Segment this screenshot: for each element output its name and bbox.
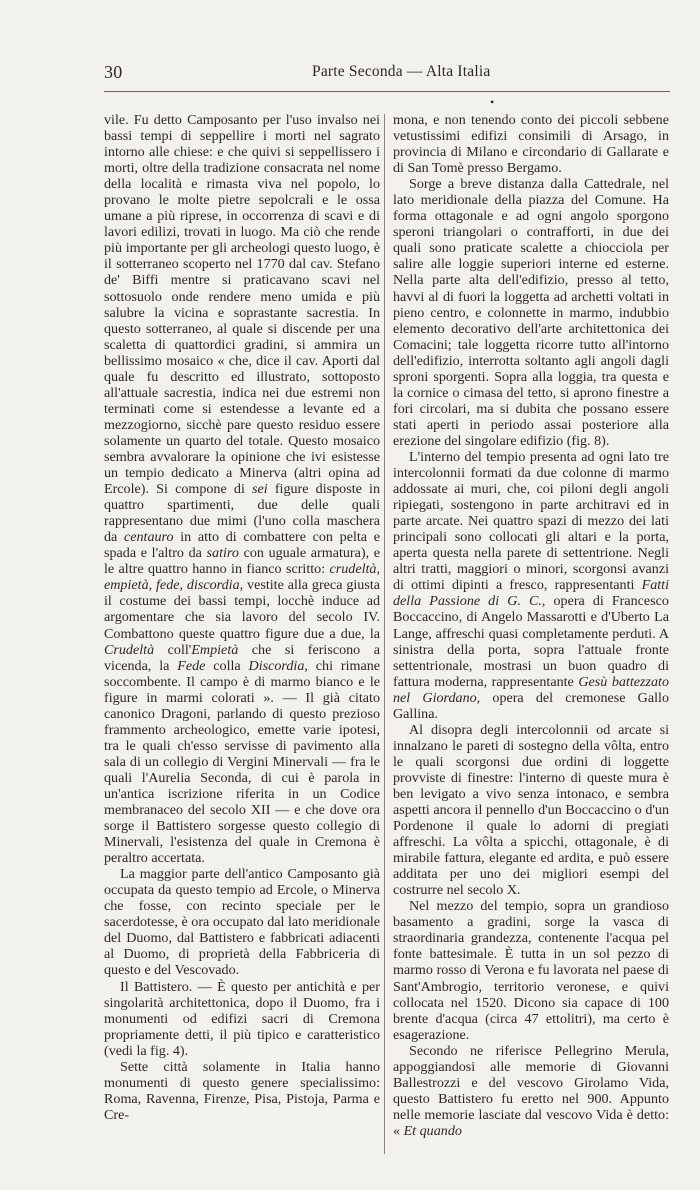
running-head: Parte Seconda — Alta Italia bbox=[312, 63, 491, 80]
header-rule bbox=[104, 91, 670, 92]
paragraph-interno: L'interno del tempio presenta ad ogni lato tre intercolonnii formati da due colonne di marmo addossate ai muri, che, coi piloni degli angoli ripiegati, sostengono in parte architravi ed in parte arcate. Nei quattro spazi di mezzo dei lati principali sono collocati gli altari e la porta, aperta questa nella parete di settentrione. Negli altri tratti, maggiori o minori, scorgonsi avanzi di ottimi dipinti a fresco, rappresentanti Fatti della Passione di G. C., opera di Francesco Boccaccino, di Angelo Massarotti e d'Uberto La Lange, affreschi quasi completamente perduti. A sinistra della porta, sopra l'attuale fronte settentrionale, mostrasi un buon quadro di fattura moderna, rappresentante Gesù battezzato nel Giordano, opera del cremonese Gallo Gallina. bbox=[393, 448, 669, 722]
paragraph-arsago: mona, e non tenendo conto dei piccoli sebbene vetustissimi edifizi consimili di Arsago, in provincia di Milano e circondario di Gallarate e di San Tomè presso Bergamo. bbox=[393, 112, 669, 177]
left-column bbox=[104, 112, 380, 1123]
paragraph-disopra: Al disopra degli intercolonnii od arcate si innalzano le pareti di sostegno della vôlta, entro le quali scorgonsi due ordini di loggette provviste di finestre: l'interno di queste mura è ben levigato a vivo senza intonaco, e sembra aspetti ancora il pennello d'un Boccaccino o d'un Pordenone il quale lo adorni di pregiati affreschi. La vôlta a spicchi, ottagonale, è di mirabile fattura, elegante ed ardita, e può essere additata per uno dei migliori esempi del costrurre nel secolo X. bbox=[393, 721, 669, 899]
paragraph-sette-citta: Sette città solamente in Italia hanno monumenti di questo genere specialissimo: Roma, Ravenna, Firenze, Pisa, Pistoja, Parma e Cre- bbox=[104, 1058, 380, 1123]
ornament-dot: • bbox=[490, 95, 495, 109]
column-divider bbox=[384, 114, 385, 1154]
page-number: 30 bbox=[104, 62, 123, 82]
right-column bbox=[393, 112, 669, 1139]
paragraph-maggior-parte: La maggior parte dell'antico Camposanto già occupata da questo tempio ad Ercole, o Minerva che fosse, con recinto speciale per le sacerdotesse, è ora occupato dal lato meridionale del Duomo, dal Battistero e fabbricati adiacenti al Duomo, di proprietà della Fabbriceria di questo e del Vescovado. bbox=[104, 866, 380, 979]
paragraph-vasca: Nel mezzo del tempio, sopra un grandioso basamento a gradini, sorge la vasca di straordinaria grandezza, contenente l'acqua pel fonte battesimale. È tutta in un sol pezzo di marmo rosso di Verona e fu lavorata nel paese di Sant'Ambrogio, territorio veronese, e quivi collocata nel 1520. Dicono sia capace di 100 brente d'acqua (circa 47 ettolitri), ma certo è esagerazione. bbox=[393, 898, 669, 1043]
paragraph-camposanto: vile. Fu detto Camposanto per l'uso invalso nei bassi tempi di seppellire i morti nel sagrato intorno alle chiese: e che quivi si seppellissero i morti, oltre della tradizione consacrata nel nome della località e rimasta viva nel popolo, lo provano le molte pietre sepolcrali e le ossa umane a più riprese, in occorrenza di scavi e di lavori edilizi, trovati in luogo. Ma ciò che rende più importante per gli archeologi questo luogo, è il sotterraneo scoperto nel 1770 dal cav. Stefano de' Biffi mentre si praticavano scavi nel sottosuolo onde rendere meno umida e più salubre la vicina e soprastante sacrestia. In questo sotterraneo, al quale si discende per una scaletta di quattordici gradini, si ammira un bellissimo mosaico « che, dice il cav. Aporti dal quale fu descritto ed illustrato, sottoposto all'attuale sacrestia, indica nei due estremi non terminati come si estendesse a levante ed a mezzogiorno, sicchè pare questo residuo essere solamente un quarto del totale. Questo mosaico sembra avvalorare la opinione che ivi esistesse un tempio dedicato a Minerva (altri opina ad Ercole). Si compone di sei figure disposte in quattro spartimenti, due delle quali rappresentano due mimi (l'uno colla maschera da centauro in atto di combattere con pelta e spada e l'altro da satiro con uguale armatura), e le altre quattro hanno in fianco scritto: crudeltà, empietà, fede, discordia, vestite alla greca giusta il costume dei bassi tempi, locchè induce ad argomentare che sia lavoro del secolo IV. Combattono queste quattro figure due a due, la Crudeltà coll'Empietà che si feriscono a vicenda, la Fede colla Discordia, chi rimane soccombente. Il campo è di marmo bianco e le figure in marmi colorati ». — Il già citato canonico Dragoni, parlando di questo prezioso frammento archeologico, emette varie ipotesi, tra le quali ch'esso servisse di pavimento alla sala di un collegio di Vergini Minervali — fra le quali l'Aurelia Seconda, di cui è parola in un'antica iscrizione riferita in un Codice membranaceo del secolo XII — e che dove ora sorge il Battistero sorgesse questo collegio di Minervali, l'esistenza del quale in Cremona è peraltro accertata. bbox=[104, 112, 381, 867]
page-header bbox=[104, 62, 670, 84]
paragraph-merula: Secondo ne riferisce Pellegrino Merula, appoggiandosi alle memorie di Giovanni Ballestrozzi e del vescovo Girolamo Vida, questo Battistero fu eretto nel 900. Appunto nelle memorie lasciate dal vescovo Vida è detto: « Et quando bbox=[393, 1042, 669, 1139]
paragraph-sorge: Sorge a breve distanza dalla Cattedrale, nel lato meridionale della piazza del Comune. Ha forma ottagonale e ad ogni angolo sporgono speroni triangolari o contrafforti, in due dei quali sono praticate scalette a chiocciola per salire alle loggie superiori interne ed esterne. Nella parte alta dell'edifizio, presso al tetto, havvi al di fuori la loggetta ad archetti voltati in pieno centro, e colonnette in marmo, indubbio elemento decorativo dell'arte architettonica dei Comacini; tale loggetta ricorre tutto all'intorno dell'edifizio, interrotta soltanto agli angoli dagli sproni sporgenti. Sopra alla loggia, tra questa e la cornice o cimasa del tetto, si aprono finestre a fori circolari, ma si dubita che possano essere stati aperti in periodo assai posteriore alla erezione del singolare edifizio (fig. 8). bbox=[393, 176, 669, 449]
paragraph-battistero-heading: Il Battistero. — È questo per antichità e per singolarità architettonica, dopo il Duomo, fra i monumenti od edifizi sacri di Cremona propriamente detti, il più tipico e caratteristico (vedi la fig. 4). bbox=[104, 978, 380, 1059]
